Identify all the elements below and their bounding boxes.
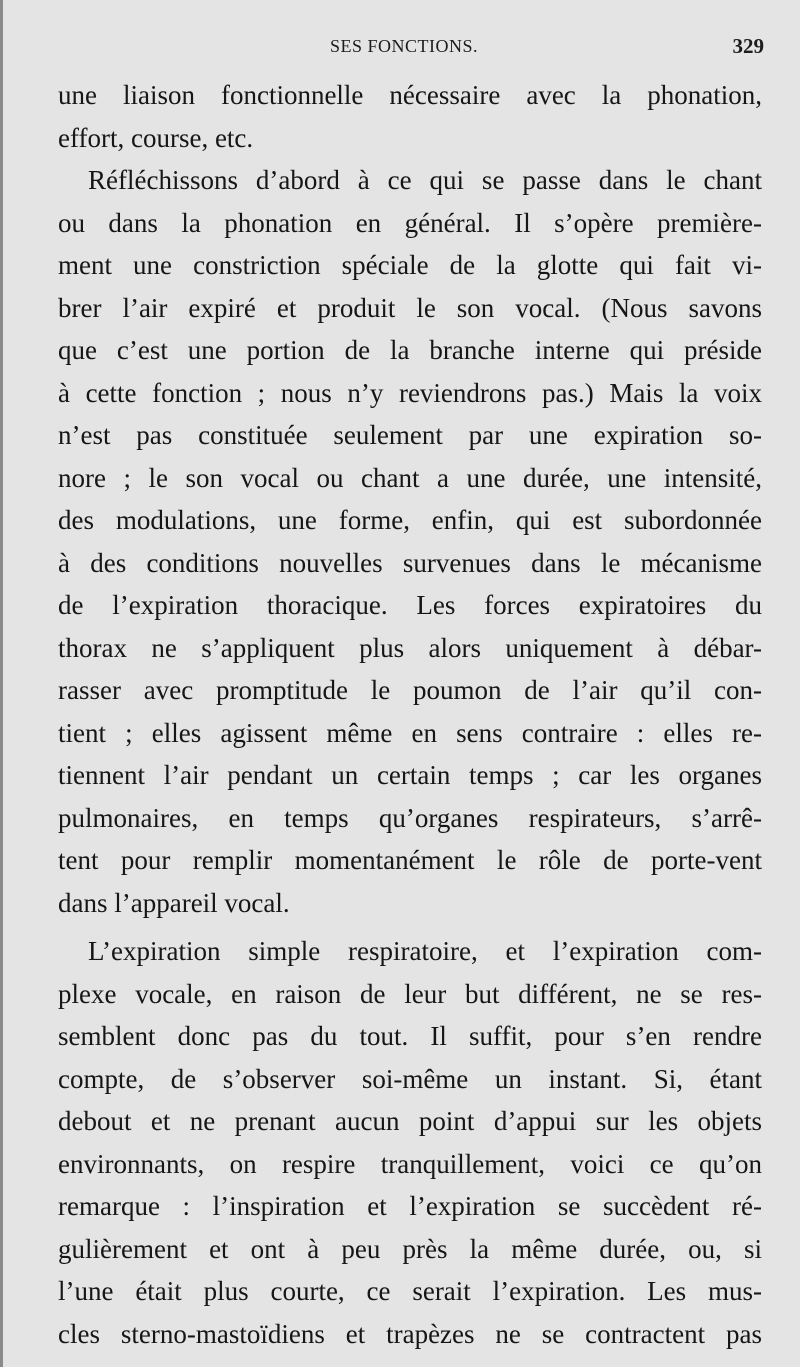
text-line: semblent donc pas du tout. Il suffit, pour s’en rendre — [58, 1021, 762, 1051]
text-line: des modulations, une forme, enfin, qui est subordonnée — [58, 505, 762, 535]
text-line: ment une constriction spéciale de la glotte qui fait vi- — [58, 250, 762, 280]
page-number: 329 — [732, 34, 764, 58]
text-line: brer l’air expiré et produit le son vocal. (Nous savons — [58, 292, 762, 323]
text-line: debout et ne prenant aucun point d’appui sur les objets — [58, 1106, 762, 1136]
text-line: Réfléchissons d’abord à ce qui se passe dans le chant — [88, 165, 762, 195]
text-line: pulmonaires, en temps qu’organes respirateurs, s’arrê- — [58, 802, 762, 833]
text-line: de l’expiration thoracique. Les forces expiratoires du — [58, 590, 762, 620]
page-edge-shadow — [0, 0, 3, 1367]
text-line: thorax ne s’appliquent plus alors uniquement à débar- — [58, 632, 762, 663]
text-line: que c’est une portion de la branche interne qui préside — [58, 335, 762, 365]
text-line: plexe vocale, en raison de leur but différent, ne se res- — [58, 978, 762, 1009]
text-line: gulièrement et ont à peu près la même durée, ou, si — [58, 1233, 762, 1264]
paragraph — [58, 930, 762, 1355]
text-line: remarque : l’inspiration et l’expiration se succèdent ré- — [58, 1191, 762, 1221]
text-line: n’est pas constituée seulement par une expiration so- — [58, 420, 762, 450]
text-line: L’expiration simple respiratoire, et l’expiration com- — [88, 936, 762, 966]
text-line: à cette fonction ; nous n’y reviendrons pas.) Mais la voix — [58, 377, 762, 408]
text-line: tiennent l’air pendant un certain temps ; car les organes — [58, 760, 762, 790]
text-line: cles sterno-mastoïdiens et trapèzes ne se contractent pas — [58, 1318, 762, 1349]
page-header — [58, 36, 764, 66]
text-line: rasser avec promptitude le poumon de l’air qu’il con- — [58, 675, 762, 705]
text-line: nore ; le son vocal ou chant a une durée, une intensité, — [58, 462, 762, 493]
text-line: l’une était plus courte, ce serait l’expiration. Les mus- — [58, 1276, 762, 1306]
text-line: une liaison fonctionnelle nécessaire avec la phonation, — [58, 80, 762, 110]
text-line: environnants, on respire tranquillement, voici ce qu’on — [58, 1148, 762, 1179]
text-line: tient ; elles agissent même en sens contraire : elles re- — [58, 717, 762, 748]
text-line: tent pour remplir momentanément le rôle de porte-vent — [58, 845, 762, 875]
text-line: effort, course, etc. — [58, 122, 254, 153]
text-line: dans l’appareil vocal. — [58, 887, 290, 918]
text-line: compte, de s’observer soi-même un instant. Si, étant — [58, 1063, 762, 1094]
running-title: SES FONCTIONS. — [330, 36, 479, 56]
paragraph — [58, 159, 762, 924]
paragraph — [58, 74, 762, 159]
text-line: ou dans la phonation en général. Il s’opère première- — [58, 207, 762, 238]
body-text — [58, 74, 762, 1355]
text-line: à des conditions nouvelles survenues dans le mécanisme — [58, 547, 762, 578]
